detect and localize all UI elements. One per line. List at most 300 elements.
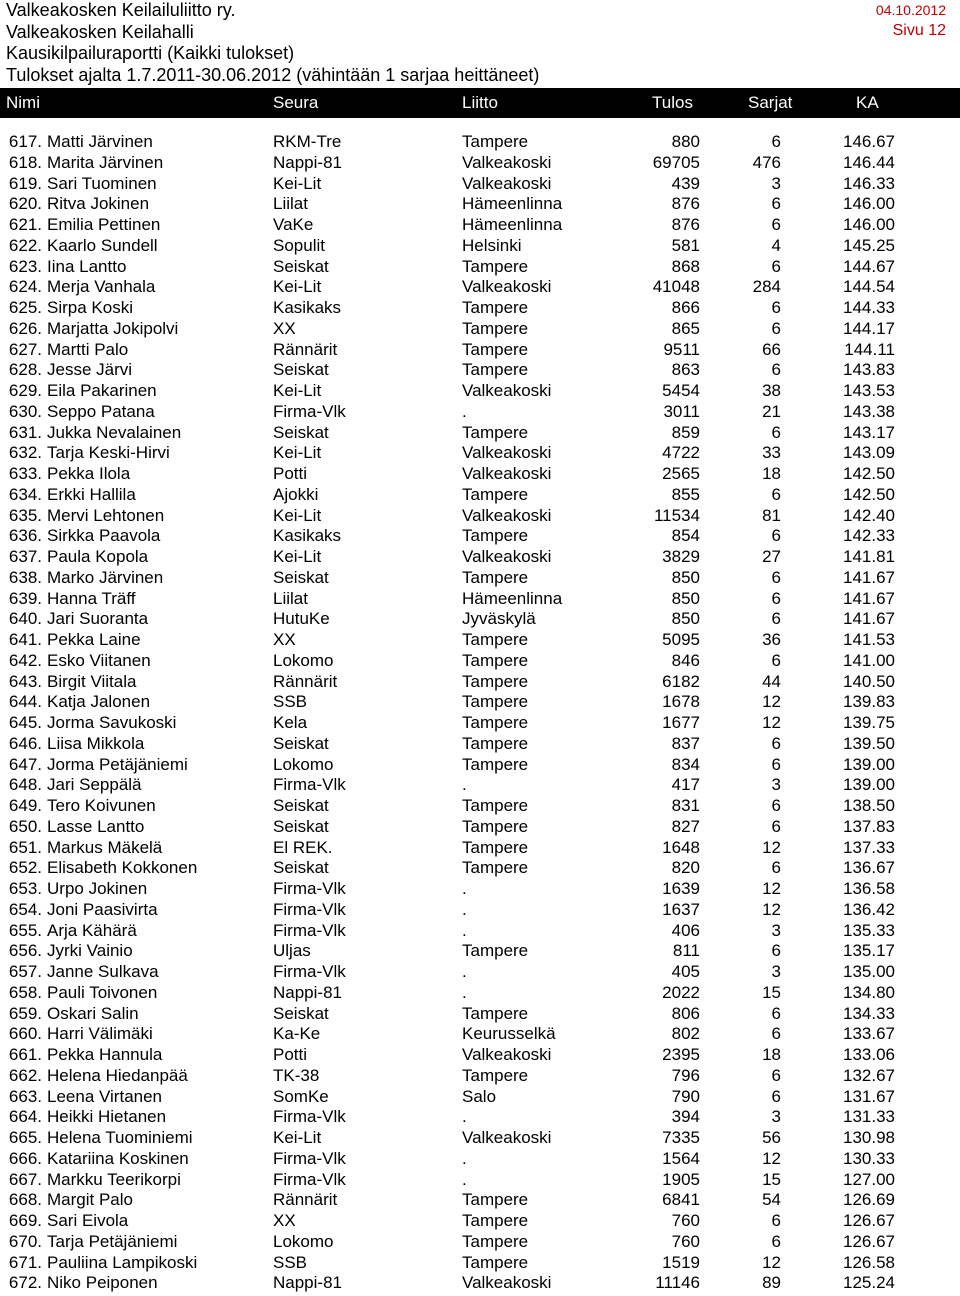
club-name: SomKe: [273, 1086, 329, 1106]
series-count: 6: [771, 526, 781, 546]
club-name: Lokomo: [273, 1231, 334, 1251]
district-name: Tampere: [462, 713, 529, 732]
club-name: Firma-Vlk: [273, 1148, 346, 1168]
player-name: Katariina Koskinen: [47, 1148, 189, 1168]
average-score: 142.40: [843, 505, 895, 525]
player-name: Seppo Patana: [47, 401, 155, 421]
player-name: Iina Lantto: [47, 256, 127, 276]
table-row: [0, 153, 960, 174]
district-name: Tampere: [462, 298, 529, 317]
average-score: 141.81: [843, 547, 895, 566]
club-name: Firma-Vlk: [273, 879, 346, 898]
player-name: Elisabeth Kokkonen: [47, 858, 198, 878]
table-row: [0, 1066, 960, 1087]
district-name: Valkeakoski: [462, 1273, 552, 1293]
total-score: 6182: [662, 671, 700, 691]
player-name: Markku Teerikorpi: [47, 1169, 181, 1189]
player-name: Joni Paasivirta: [47, 899, 158, 919]
row-number: 644.: [8, 692, 42, 712]
total-score: 1905: [662, 1169, 700, 1189]
table-row: [0, 236, 960, 257]
club-name: Firma-Vlk: [273, 1107, 346, 1127]
total-score: 1678: [662, 692, 700, 712]
table-row: [0, 983, 960, 1004]
table-row: [0, 900, 960, 921]
series-count: 12: [762, 837, 781, 857]
series-count: 476: [752, 152, 781, 172]
table-row: [0, 215, 960, 236]
total-score: 2395: [662, 1045, 700, 1064]
average-score: 144.67: [843, 256, 895, 276]
row-number: 625.: [8, 298, 42, 317]
district-name: Valkeakoski: [462, 1045, 552, 1064]
club-name: XX: [273, 630, 296, 649]
average-score: 139.00: [843, 754, 895, 774]
total-score: 405: [671, 962, 700, 981]
total-score: 850: [671, 567, 700, 587]
district-name: Hämeenlinna: [462, 215, 563, 234]
row-number: 633.: [8, 464, 42, 483]
series-count: 12: [762, 1148, 781, 1168]
player-name: Esko Viitanen: [47, 650, 151, 670]
series-count: 6: [771, 215, 781, 234]
total-score: 7335: [662, 1128, 700, 1147]
total-score: 11534: [653, 505, 700, 525]
player-name: Leena Virtanen: [47, 1086, 163, 1106]
average-score: 143.53: [843, 381, 895, 400]
row-number: 660.: [8, 1024, 42, 1044]
total-score: 1639: [662, 879, 700, 898]
series-count: 6: [771, 132, 781, 151]
district-name: Tampere: [462, 1211, 529, 1230]
average-score: 146.00: [843, 215, 895, 234]
player-name: Merja Vanhala: [47, 277, 156, 297]
row-number: 626.: [8, 318, 42, 338]
average-score: 146.00: [843, 194, 895, 214]
series-count: 6: [771, 733, 781, 753]
row-number: 658.: [8, 982, 42, 1002]
total-score: 9511: [663, 339, 700, 359]
row-number: 663.: [8, 1086, 42, 1106]
series-count: 33: [762, 443, 781, 463]
average-score: 142.50: [843, 464, 895, 483]
club-name: Kasikaks: [273, 298, 342, 317]
district-name: Valkeakoski: [462, 152, 552, 172]
table-row: [0, 298, 960, 319]
table-row: [0, 838, 960, 859]
table-row: [0, 194, 960, 215]
average-score: 141.53: [843, 630, 895, 649]
player-name: Harri Välimäki: [47, 1024, 153, 1044]
col-header-name: Nimi: [6, 93, 40, 112]
district-name: Valkeakoski: [462, 547, 552, 566]
table-row: [0, 713, 960, 734]
row-number: 662.: [8, 1065, 42, 1085]
average-score: 144.33: [843, 298, 895, 317]
row-number: 671.: [8, 1252, 42, 1272]
row-number: 618.: [8, 152, 42, 172]
col-header-district: Liitto: [462, 93, 498, 112]
club-name: Sopulit: [273, 235, 325, 255]
player-name: Paula Kopola: [47, 547, 149, 566]
club-name: VaKe: [273, 215, 314, 234]
table-row: [0, 360, 960, 381]
player-name: Arja Kähärä: [47, 920, 137, 940]
table-row: [0, 506, 960, 527]
player-name: Jyrki Vainio: [47, 941, 133, 961]
player-name: Jukka Nevalainen: [47, 422, 182, 442]
total-score: 2022: [662, 982, 700, 1002]
district-name: Tampere: [462, 567, 529, 587]
table-row: [0, 132, 960, 153]
player-name: Pekka Hannula: [47, 1045, 163, 1064]
average-score: 139.00: [843, 775, 895, 795]
club-name: El REK.: [273, 837, 333, 857]
player-name: Lasse Lantto: [47, 816, 145, 836]
table-row: [0, 547, 960, 568]
club-name: Potti: [273, 1045, 308, 1064]
district-name: .: [462, 899, 467, 919]
series-count: 6: [771, 1086, 781, 1106]
row-number: 628.: [8, 360, 42, 380]
district-name: Tampere: [462, 837, 529, 857]
district-name: Valkeakoski: [462, 381, 552, 400]
average-score: 143.38: [843, 401, 895, 421]
total-score: 11146: [655, 1273, 700, 1293]
series-count: 6: [771, 941, 781, 961]
district-name: Tampere: [462, 754, 529, 774]
average-score: 142.33: [843, 526, 895, 546]
player-name: Sari Tuominen: [47, 173, 157, 193]
series-count: 6: [771, 194, 781, 214]
player-name: Margit Palo: [47, 1190, 133, 1210]
total-score: 827: [671, 816, 700, 836]
series-count: 6: [771, 650, 781, 670]
club-name: Lokomo: [273, 650, 334, 670]
total-score: 394: [671, 1107, 700, 1127]
club-name: Firma-Vlk: [273, 401, 346, 421]
total-score: 1677: [662, 713, 700, 732]
series-count: 6: [771, 484, 781, 504]
report-title: Kausikilpailuraportti (Kaikki tulokset): [6, 43, 295, 63]
player-name: Eila Pakarinen: [47, 381, 157, 400]
series-count: 6: [771, 754, 781, 774]
series-count: 6: [771, 609, 781, 629]
table-row: [0, 609, 960, 630]
total-score: 850: [671, 588, 700, 608]
table-row: [0, 485, 960, 506]
row-number: 652.: [8, 858, 42, 878]
average-score: 134.33: [843, 1003, 895, 1023]
table-row: [0, 277, 960, 298]
total-score: 2565: [662, 464, 700, 483]
series-count: 66: [762, 339, 781, 359]
total-score: 876: [671, 194, 700, 214]
club-name: Liilat: [273, 588, 308, 608]
player-name: Sirpa Koski: [47, 298, 133, 317]
series-count: 6: [771, 1003, 781, 1023]
club-name: Ka-Ke: [273, 1024, 321, 1044]
total-score: 406: [671, 920, 700, 940]
district-name: Hämeenlinna: [462, 194, 563, 214]
district-name: Tampere: [462, 816, 529, 836]
total-score: 760: [671, 1211, 700, 1230]
row-number: 657.: [8, 962, 42, 981]
series-count: 6: [771, 1231, 781, 1251]
total-score: 796: [671, 1065, 700, 1085]
player-name: Marko Järvinen: [47, 567, 164, 587]
average-score: 139.83: [843, 692, 895, 712]
table-row: [0, 630, 960, 651]
district-name: Tampere: [462, 630, 529, 649]
table-row: [0, 1107, 960, 1128]
club-name: Lokomo: [273, 754, 334, 774]
club-name: Nappi-81: [273, 1273, 342, 1293]
total-score: 831: [671, 796, 700, 815]
series-count: 6: [771, 567, 781, 587]
average-score: 126.67: [843, 1211, 895, 1230]
table-row: [0, 775, 960, 796]
total-score: 41048: [652, 277, 700, 297]
club-name: Firma-Vlk: [273, 1169, 346, 1189]
total-score: 760: [671, 1231, 700, 1251]
series-count: 3: [771, 962, 781, 981]
player-name: Helena Tuominiemi: [47, 1128, 193, 1147]
average-score: 134.80: [843, 982, 895, 1002]
total-score: 834: [671, 754, 700, 774]
club-name: Ajokki: [273, 484, 319, 504]
row-number: 655.: [8, 920, 42, 940]
total-score: 865: [671, 318, 700, 338]
player-name: Pauliina Lampikoski: [47, 1252, 198, 1272]
total-score: 581: [671, 235, 700, 255]
row-number: 617.: [8, 132, 42, 151]
total-score: 3011: [663, 401, 700, 421]
club-name: Kei-Lit: [273, 505, 322, 525]
player-name: Pauli Toivonen: [47, 982, 158, 1002]
player-name: Martti Palo: [47, 339, 129, 359]
series-count: 6: [771, 360, 781, 380]
club-name: Rännärit: [273, 1190, 338, 1210]
table-row: [0, 672, 960, 693]
average-score: 137.83: [843, 816, 895, 836]
table-row: [0, 568, 960, 589]
series-count: 12: [762, 692, 781, 712]
table-row: [0, 1253, 960, 1274]
average-score: 136.58: [843, 879, 895, 898]
row-number: 667.: [8, 1169, 42, 1189]
row-number: 668.: [8, 1190, 42, 1210]
club-name: Firma-Vlk: [273, 775, 346, 795]
club-name: Kei-Lit: [273, 1128, 322, 1147]
average-score: 137.33: [843, 837, 895, 857]
series-count: 3: [771, 1107, 781, 1127]
player-name: Markus Mäkelä: [47, 837, 163, 857]
report-date: 04.10.2012: [875, 2, 946, 18]
average-score: 139.50: [843, 733, 895, 753]
club-name: Liilat: [273, 194, 308, 214]
table-row: [0, 1211, 960, 1232]
total-score: 3829: [662, 547, 700, 566]
col-header-club: Seura: [273, 93, 319, 112]
row-number: 659.: [8, 1003, 42, 1023]
col-header-avg: KA: [856, 93, 879, 112]
series-count: 6: [771, 298, 781, 317]
club-name: SSB: [273, 1252, 308, 1272]
average-score: 144.54: [843, 277, 895, 297]
row-number: 640.: [8, 609, 42, 629]
district-name: Tampere: [462, 360, 529, 380]
average-score: 146.67: [843, 132, 895, 151]
table-row: [0, 651, 960, 672]
club-name: Seiskat: [273, 733, 329, 753]
total-score: 1637: [662, 899, 700, 919]
row-number: 638.: [8, 567, 42, 587]
table-row: [0, 1128, 960, 1149]
average-score: 127.00: [843, 1169, 895, 1189]
district-name: Tampere: [462, 339, 529, 359]
row-number: 641.: [8, 630, 42, 649]
district-name: Tampere: [462, 484, 529, 504]
district-name: .: [462, 1107, 467, 1127]
player-name: Matti Järvinen: [47, 132, 153, 151]
org-name: Valkeakosken Keilailuliitto ry.: [6, 0, 236, 20]
player-name: Pekka Ilola: [47, 464, 131, 483]
club-name: Seiskat: [273, 796, 329, 815]
average-score: 135.00: [843, 962, 895, 981]
district-name: .: [462, 962, 467, 981]
series-count: 6: [771, 1024, 781, 1044]
row-number: 650.: [8, 816, 42, 836]
table-row: [0, 1149, 960, 1170]
table-row: [0, 755, 960, 776]
average-score: 146.33: [843, 173, 895, 193]
total-score: 876: [671, 215, 700, 234]
row-number: 622.: [8, 235, 42, 255]
average-score: 136.67: [843, 858, 895, 878]
district-name: Tampere: [462, 422, 529, 442]
club-name: Seiskat: [273, 422, 329, 442]
table-row: [0, 1273, 960, 1294]
player-name: Mervi Lehtonen: [47, 505, 165, 525]
row-number: 654.: [8, 899, 42, 919]
average-score: 144.11: [844, 339, 895, 359]
district-name: Valkeakoski: [462, 464, 552, 483]
table-row: [0, 692, 960, 713]
average-score: 140.50: [843, 671, 895, 691]
total-score: 811: [672, 941, 700, 961]
series-count: 54: [762, 1190, 781, 1210]
club-name: Firma-Vlk: [273, 920, 346, 940]
district-name: Tampere: [462, 318, 529, 338]
average-score: 131.33: [843, 1107, 895, 1127]
total-score: 1648: [662, 837, 700, 857]
row-number: 651.: [8, 837, 42, 857]
player-name: Janne Sulkava: [47, 962, 159, 981]
row-number: 636.: [8, 526, 42, 546]
table-row: [0, 879, 960, 900]
series-count: 12: [762, 879, 781, 898]
average-score: 141.67: [843, 567, 895, 587]
table-row: [0, 319, 960, 340]
average-score: 126.69: [843, 1190, 895, 1210]
table-row: [0, 443, 960, 464]
series-count: 15: [762, 982, 781, 1002]
row-number: 627.: [8, 339, 42, 359]
average-score: 130.98: [843, 1128, 895, 1147]
table-row: [0, 423, 960, 444]
district-name: Tampere: [462, 1190, 529, 1210]
district-name: Valkeakoski: [462, 1128, 552, 1147]
series-count: 3: [771, 920, 781, 940]
average-score: 141.67: [843, 588, 895, 608]
series-count: 44: [762, 671, 781, 691]
player-name: Emilia Pettinen: [47, 215, 161, 234]
player-name: Birgit Viitala: [47, 671, 137, 691]
table-row: [0, 796, 960, 817]
series-count: 6: [771, 422, 781, 442]
table-row: [0, 1024, 960, 1045]
player-name: Sari Eivola: [47, 1211, 129, 1230]
row-number: 624.: [8, 277, 42, 297]
average-score: 144.17: [843, 318, 895, 338]
row-number: 642.: [8, 650, 42, 670]
average-score: 136.42: [843, 899, 895, 919]
table-row: [0, 464, 960, 485]
row-number: 639.: [8, 588, 42, 608]
player-name: Tero Koivunen: [47, 796, 156, 815]
report-period: Tulokset ajalta 1.7.2011-30.06.2012 (vähintään 1 sarjaa heittäneet): [6, 65, 540, 85]
average-score: 139.75: [843, 713, 895, 732]
district-name: Tampere: [462, 671, 529, 691]
average-score: 130.33: [843, 1148, 895, 1168]
district-name: Tampere: [462, 256, 529, 276]
row-number: 665.: [8, 1128, 42, 1147]
total-score: 855: [671, 484, 700, 504]
club-name: Seiskat: [273, 1003, 329, 1023]
average-score: 145.25: [843, 235, 895, 255]
row-number: 635.: [8, 505, 42, 525]
total-score: 863: [671, 360, 700, 380]
table-row: [0, 858, 960, 879]
district-name: Valkeakoski: [462, 277, 552, 297]
row-number: 672.: [8, 1273, 42, 1293]
table-row: [0, 1170, 960, 1191]
table-row: [0, 921, 960, 942]
series-count: 3: [771, 775, 781, 795]
row-number: 647.: [8, 754, 42, 774]
total-score: 806: [671, 1003, 700, 1023]
district-name: Tampere: [462, 941, 529, 961]
table-row: [0, 526, 960, 547]
district-name: Keurusselkä: [462, 1024, 556, 1044]
average-score: 146.44: [843, 152, 895, 172]
table-row: [0, 817, 960, 838]
row-number: 629.: [8, 381, 42, 400]
table-row: [0, 174, 960, 195]
page-number: Sivu 12: [892, 22, 946, 39]
district-name: Tampere: [462, 858, 529, 878]
district-name: .: [462, 879, 467, 898]
club-name: Uljas: [273, 941, 311, 961]
average-score: 141.67: [843, 609, 895, 629]
club-name: Nappi-81: [273, 982, 342, 1002]
series-count: 27: [762, 547, 781, 566]
total-score: 6841: [662, 1190, 700, 1210]
average-score: 133.67: [843, 1024, 895, 1044]
average-score: 125.24: [843, 1273, 895, 1293]
club-name: HutuKe: [273, 609, 330, 629]
